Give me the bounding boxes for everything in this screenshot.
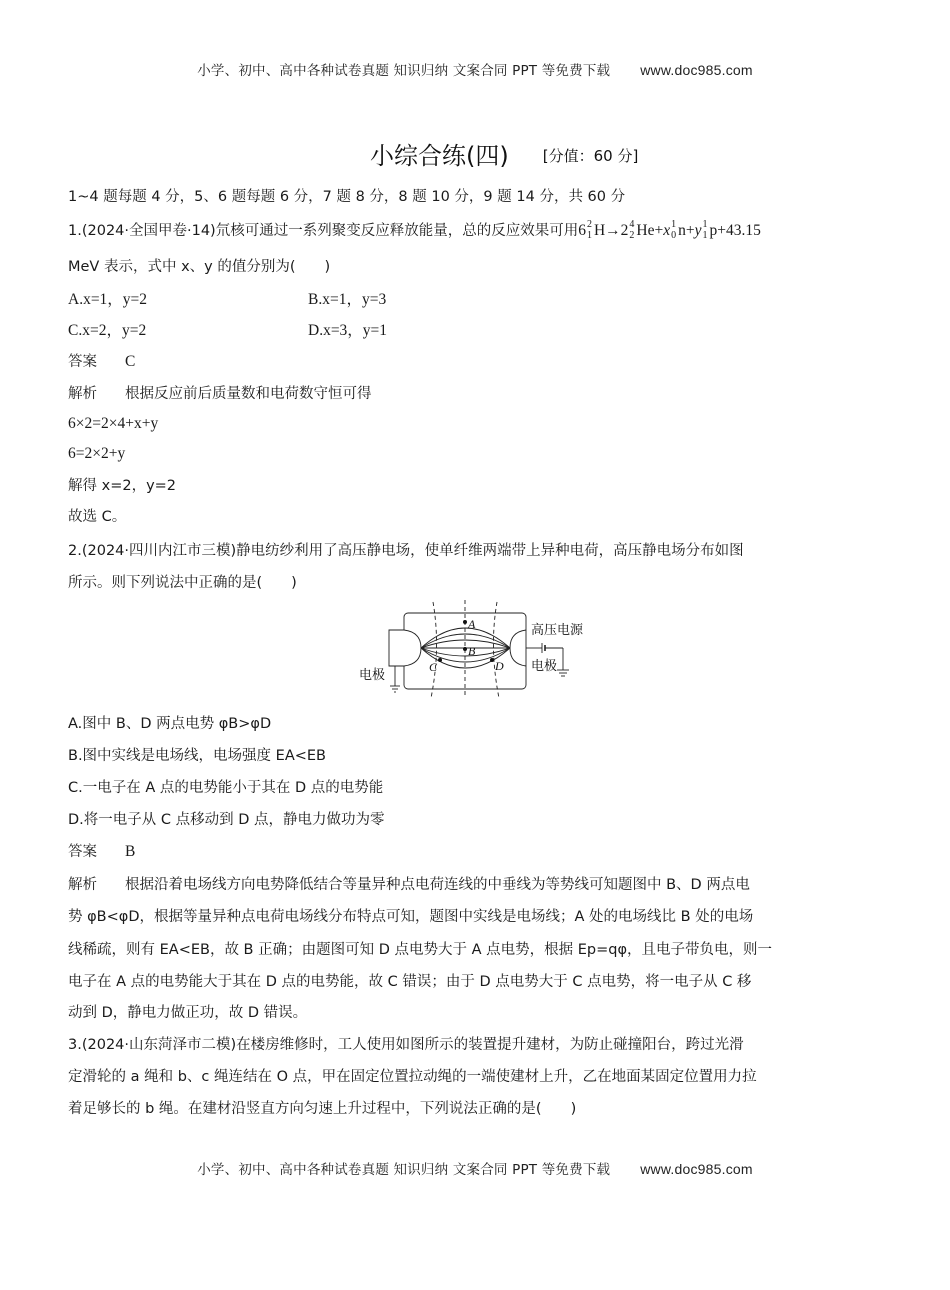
- q1-analysis-line4: 解得 x=2，y=2: [68, 478, 177, 494]
- q1-option-a[interactable]: A.x=1，y=2: [68, 291, 148, 308]
- right-electrode-label: 电极: [531, 659, 558, 674]
- q2-analysis-line3: 线稀疏，则有 EA<EB，故 B 正确；由题图可知 D 点电势大于 A 点电势，根据 Ep=qφ，且电子带负电，则一: [68, 942, 773, 958]
- point-c-marker: [438, 658, 442, 662]
- point-b-marker: [463, 647, 467, 651]
- title-score: [分值：60 分]: [542, 147, 639, 165]
- title-main: 小综合练(四): [370, 142, 509, 170]
- q1-stem-line2: MeV 表示，式中 x、y 的值分别为( ): [68, 259, 331, 275]
- scoring-note: 1~4 题每题 4 分，5、6 题每题 6 分，7 题 8 分，8 题 10 分，9 题 14 分，共 60 分: [68, 189, 626, 205]
- q2-analysis-line1: 解析 根据沿着电场线方向电势降低结合等量异种点电荷连线的中垂线为等势线可知题图中 B、D 两点电: [68, 877, 750, 893]
- left-electrode-label: 电极: [359, 668, 386, 683]
- footer-text: 小学、初中、高中各种试卷真题 知识归纳 文案合同 PPT 等免费下载: [197, 1162, 611, 1178]
- q1-answer: [68, 352, 135, 372]
- q2-option-d[interactable]: D.将一电子从 C 点移动到 D 点，静电力做功为零: [68, 812, 385, 828]
- q2-answer-value: B: [125, 843, 136, 860]
- q1-option-b[interactable]: B.x=1，y=3: [308, 291, 387, 308]
- page-title: [370, 136, 638, 171]
- electrostatic-field-figure: [355, 598, 605, 698]
- q1-stem-prefix: 1.(2024·全国甲卷·14)氘核可通过一系列聚变反应释放能量，总的反应效果可用: [68, 223, 579, 239]
- q3-stem-line1: 3.(2024·山东菏泽市二模)在楼房维修时，工人使用如图所示的装置提升建材，为防止碰撞阳台，跨过光滑: [68, 1037, 744, 1053]
- point-b-label: B: [468, 644, 476, 658]
- page-footer: [0, 1158, 950, 1178]
- field-lines-diagram: [355, 598, 605, 698]
- q1-options-row1: [68, 290, 387, 310]
- q2-answer: [68, 842, 135, 862]
- q1-analysis-line5: 故选 C。: [68, 509, 127, 525]
- q2-option-a[interactable]: A.图中 B、D 两点电势 φB>φD: [68, 716, 272, 732]
- q2-analysis-line4: 电子在 A 点的电势能大于其在 D 点的电势能，故 C 错误；由于 D 点电势大于 C 点电势，将一电子从 C 移: [68, 974, 752, 990]
- q2-option-b[interactable]: B.图中实线是电场线，电场强度 EA<EB: [68, 748, 327, 764]
- q1-stem-line1: [68, 221, 761, 241]
- point-d-marker: [490, 658, 494, 662]
- q3-stem-line2: 定滑轮的 a 绳和 b、c 绳连结在 O 点，甲在固定位置拉动绳的一端使建材上升，乙在地面某固定位置用力拉: [68, 1069, 757, 1085]
- q2-analysis-line5: 动到 D，静电力做正功，故 D 错误。: [68, 1005, 308, 1021]
- header-text: 小学、初中、高中各种试卷真题 知识归纳 文案合同 PPT 等免费下载: [197, 63, 611, 79]
- q2-analysis-line2: 势 φB<φD，根据等量异种点电荷电场线分布特点可知，题图中实线是电场线；A 处的电场线比 B 处的电场: [68, 909, 754, 925]
- q1-option-d[interactable]: D.x=3，y=1: [308, 322, 388, 339]
- point-c-label: C: [429, 660, 438, 674]
- q1-equation: 6 2 1 H→2 4 2 He+x 1 0 n+y 1 1 p+43.15: [578, 219, 761, 241]
- q1-analysis-line3: 6=2×2+y: [68, 445, 126, 462]
- q1-analysis-line2: 6×2=2×4+x+y: [68, 415, 159, 432]
- point-a-marker: [463, 620, 467, 624]
- q1-option-c[interactable]: C.x=2，y=2: [68, 322, 147, 339]
- q2-analysis-label: 解析: [68, 877, 97, 893]
- q2-answer-label: 答案: [68, 844, 97, 860]
- q1-answer-value: C: [125, 353, 136, 370]
- power-source-label: 高压电源: [531, 623, 584, 638]
- q1-answer-label: 答案: [68, 354, 97, 370]
- q1-analysis-line1: 解析 根据反应前后质量数和电荷数守恒可得: [68, 386, 372, 402]
- q2-stem-line2: 所示。则下列说法中正确的是( ): [68, 575, 297, 591]
- q2-option-c[interactable]: C.一电子在 A 点的电势能小于其在 D 点的电势能: [68, 780, 384, 796]
- q3-stem-line3: 着足够长的 b 绳。在建材沿竖直方向匀速上升过程中，下列说法正确的是( ): [68, 1101, 577, 1117]
- point-a-label: A: [468, 617, 476, 631]
- footer-url[interactable]: www.doc985.com: [640, 1161, 753, 1177]
- point-d-label: D: [495, 659, 504, 673]
- q2-stem-line1: 2.(2024·四川内江市三模)静电纺纱利用了高压静电场，使单纤维两端带上异种电荷，高压静电场分布如图: [68, 543, 744, 559]
- q1-options-row2: [68, 321, 388, 341]
- q1-analysis-label: 解析: [68, 386, 97, 402]
- header-url[interactable]: www.doc985.com: [640, 62, 753, 78]
- page-header: [0, 59, 950, 79]
